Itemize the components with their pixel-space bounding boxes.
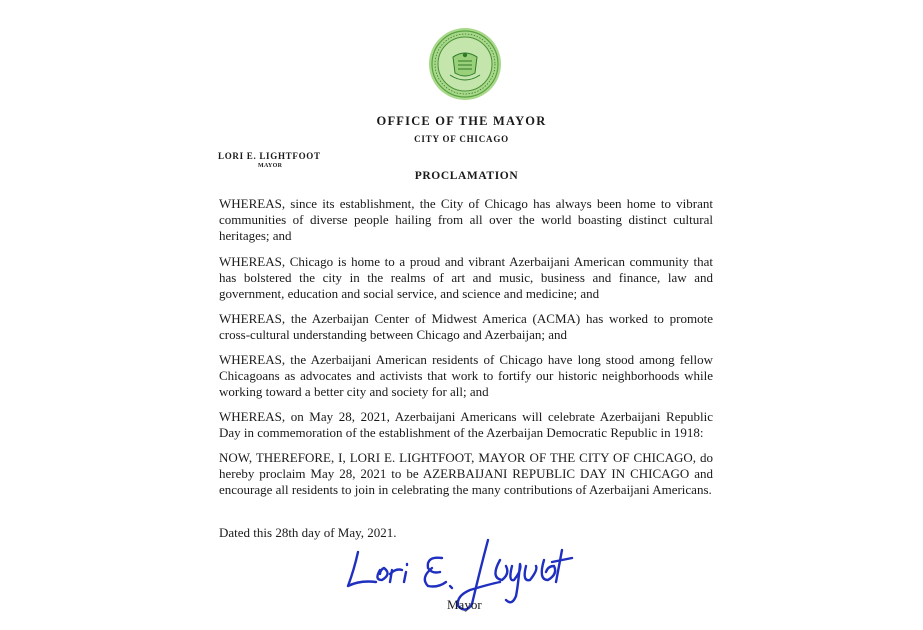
dated-line: Dated this 28th day of May, 2021. xyxy=(219,525,397,540)
proclamation-heading: PROCLAMATION xyxy=(414,170,519,182)
mayor-name: LORI E. LIGHTFOOT xyxy=(218,151,321,161)
whereas-paragraph-1: WHEREAS, since its establishment, the City of Chicago has always been home to vibrant communities of diverse people hailing from all over the world boasting distinct cultural heritages; and xyxy=(219,196,713,243)
resolution-paragraph: NOW, THEREFORE, I, LORI E. LIGHTFOOT, MAYOR OF THE CITY OF CHICAGO, do hereby proclaim May 28, 2021 to be AZERBAIJANI REPUBLIC DAY IN CHICAGO and encourage all residents to join in celebrating the many contributions of Azerbaijani Americans. xyxy=(219,450,713,497)
office-title: OFFICE OF THE MAYOR xyxy=(376,114,547,128)
whereas-paragraph-5: WHEREAS, on May 28, 2021, Azerbaijani Americans will celebrate Azerbaijani Republic Day in commemoration of the establishment of the Azerbaijan Democratic Republic in 1918: xyxy=(219,409,713,440)
city-seal-icon xyxy=(428,27,502,101)
whereas-paragraph-3: WHEREAS, the Azerbaijan Center of Midwest America (ACMA) has worked to promote cross-cultural understanding between Chicago and Azerbaijan; and xyxy=(219,311,713,342)
mayor-title: MAYOR xyxy=(258,163,283,169)
whereas-paragraph-4: WHEREAS, the Azerbaijani American residents of Chicago have long stood among fellow Chicagoans as advocates and activists that work to fortify our historic neighborhoods while working toward a better city and society for all; and xyxy=(219,352,713,399)
city-name: CITY OF CHICAGO xyxy=(414,134,509,144)
signature-title: Mayor xyxy=(447,597,482,612)
whereas-paragraph-2: WHEREAS, Chicago is home to a proud and vibrant Azerbaijani American community that has bolstered the city in the realms of art and music, business and finance, law and government, education and social service, and science and medicine; and xyxy=(219,254,713,301)
